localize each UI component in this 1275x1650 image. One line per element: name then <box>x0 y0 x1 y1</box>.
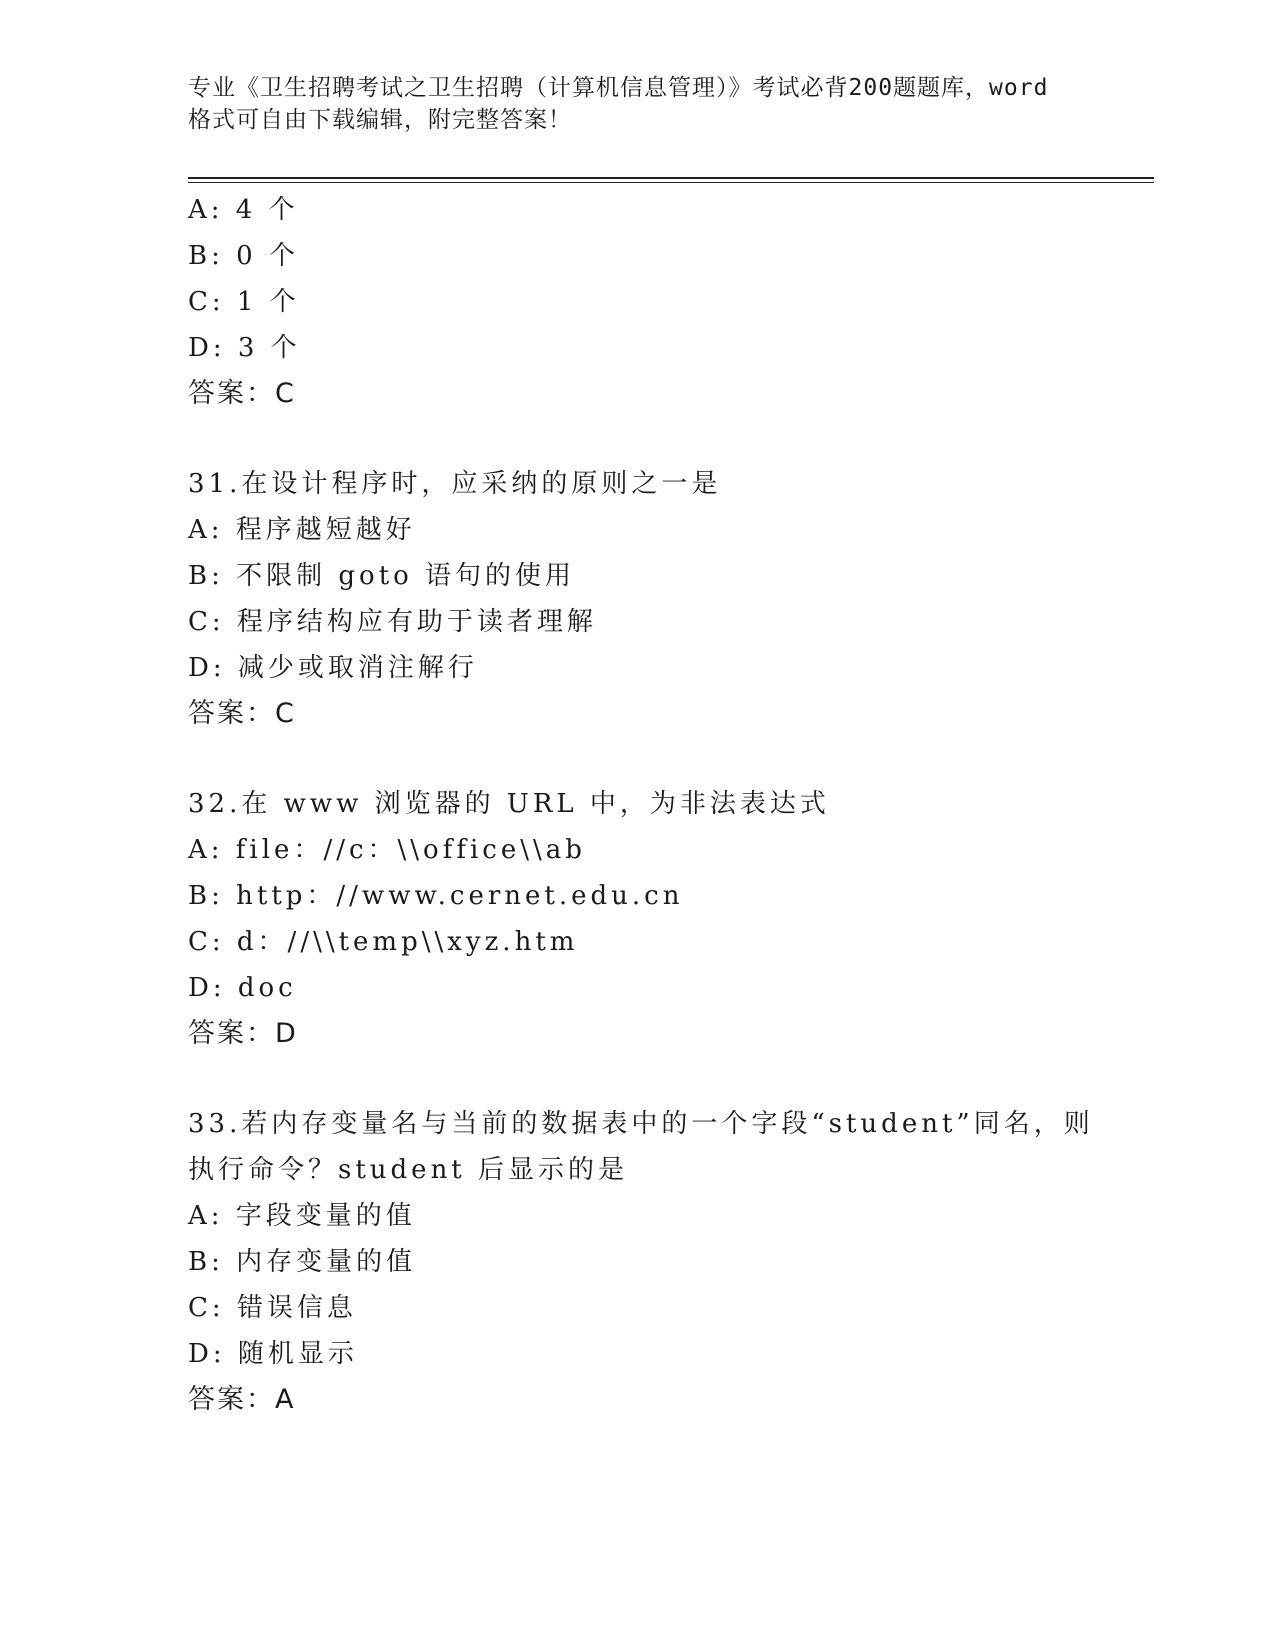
question-block-31 <box>188 461 1128 737</box>
answer: 答案：C <box>188 378 296 409</box>
option-d: D: doc <box>188 973 297 1003</box>
option-a: A: file：//c：\\office\\ab <box>188 835 586 865</box>
header-line-2: 格式可自由下载编辑，附完整答案！ <box>188 107 572 133</box>
header-line-1: 专业《卫生招聘考试之卫生招聘（计算机信息管理）》考试必背200题题库，word <box>188 75 1049 101</box>
option-a: A: 程序越短越好 <box>188 515 416 545</box>
option-d: D: 减少或取消注解行 <box>188 653 478 683</box>
question-block-30 <box>188 187 1128 417</box>
header-rule-thick <box>188 177 1154 179</box>
option-b: B: http：//www.cernet.edu.cn <box>188 881 684 911</box>
option-b: B: 0 个 <box>188 241 299 271</box>
question-list <box>188 187 1128 1423</box>
question-block-32 <box>188 781 1128 1057</box>
header-rule-thin <box>188 182 1154 183</box>
option-d: D: 随机显示 <box>188 1339 358 1369</box>
option-c: C: d：//\\temp\\xyz.htm <box>188 927 579 957</box>
question-text-line-2: 执行命令？student 后显示的是 <box>188 1155 629 1185</box>
question-text: 32.在 www 浏览器的 URL 中，为非法表达式 <box>188 789 830 819</box>
option-a: A: 4 个 <box>188 195 299 225</box>
question-text-line-1: 33.若内存变量名与当前的数据表中的一个字段“student”同名，则 <box>188 1109 1094 1139</box>
answer: 答案：A <box>188 1384 296 1415</box>
question-text: 31.在设计程序时，应采纳的原则之一是 <box>188 469 722 499</box>
option-c: C: 错误信息 <box>188 1293 357 1323</box>
option-c: C: 程序结构应有助于读者理解 <box>188 607 597 637</box>
page-header <box>188 72 1088 136</box>
option-b: B: 内存变量的值 <box>188 1247 417 1277</box>
option-d: D: 3 个 <box>188 333 301 363</box>
option-b: B: 不限制 goto 语句的使用 <box>188 561 576 591</box>
answer: 答案：C <box>188 698 296 729</box>
question-block-33 <box>188 1101 1128 1423</box>
answer: 答案：D <box>188 1018 298 1049</box>
option-a: A: 字段变量的值 <box>188 1201 416 1231</box>
option-c: C: 1 个 <box>188 287 300 317</box>
